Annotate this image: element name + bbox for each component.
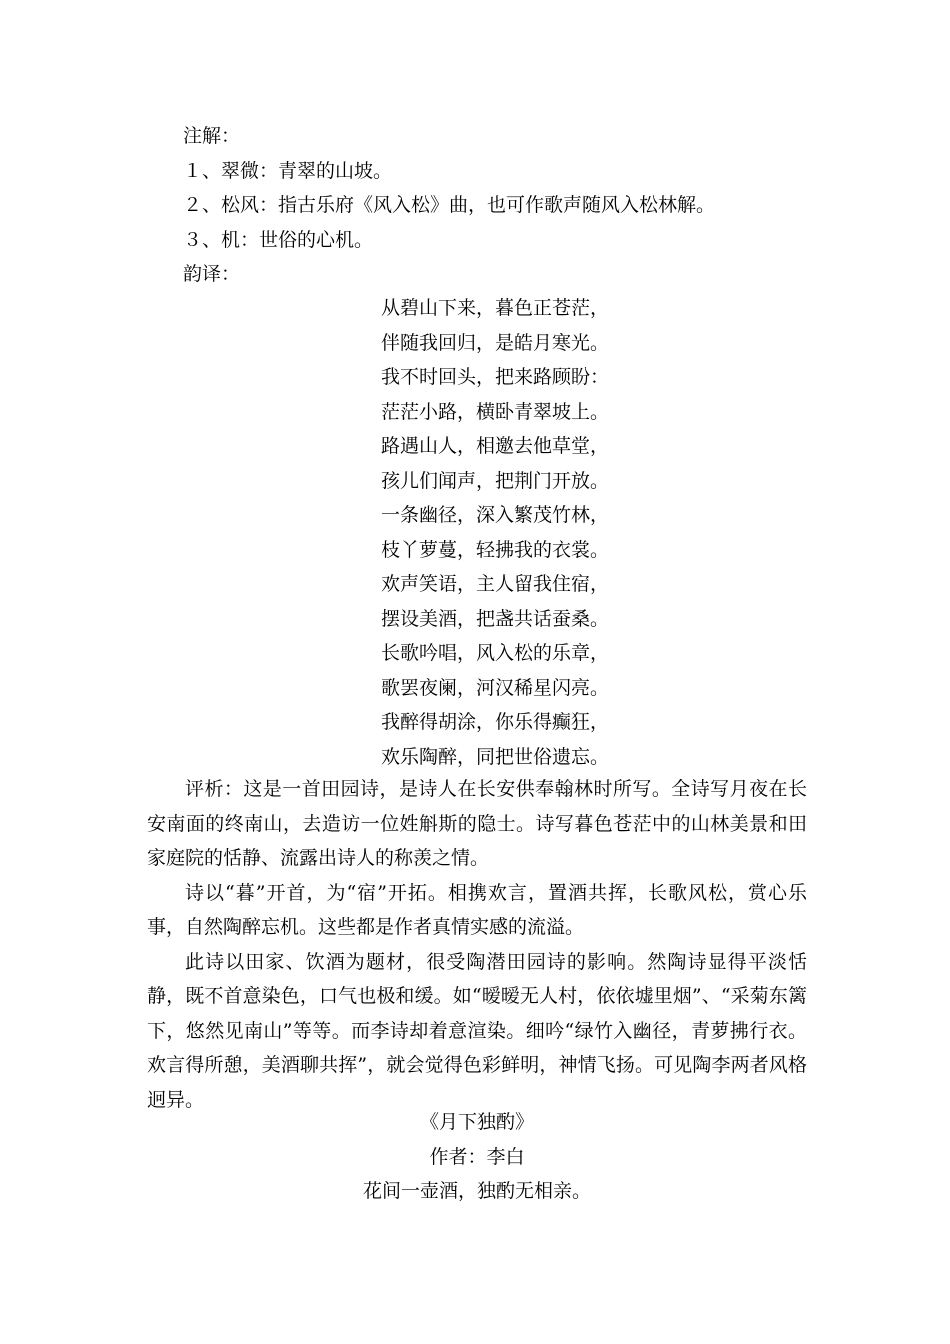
poem-line: 伴随我回归，是皓月寒光。 [381,331,610,354]
poem-line: 枝丫萝蔓，轻拂我的衣裳。 [381,538,610,561]
translation-poem [381,291,609,774]
poem-line: 欢声笑语，主人留我住宿， [381,573,610,595]
poem-line: 路遇山人，相邀去他草堂， [381,435,610,457]
poem-line: 长歌吟唱，风入松的乐章， [381,642,610,664]
analysis-paragraph-3: 此诗以田家、饮酒为题材，很受陶潜田园诗的影响。然陶诗显得平淡恬静，既不首意染色，口气也极和缓。如“暧暧无人村，依依墟里烟”、“采菊东篱下，悠然见南山”等等。而李诗却着意渲染。细吟“绿竹入幽径，青萝拂行衣。欢言得所憩，美酒聊共挥”，就会觉得色彩鲜明，神情飞扬。可见陶李两者风格迥异。 [147,950,807,1111]
note-item-1: １、翠微：青翠的山坡。 [183,159,393,182]
poem-line: 我醉得胡涂，你乐得癫狂， [381,711,610,733]
poem-line: 一条幽径，深入繁茂竹林， [381,504,610,526]
analysis-section [147,772,807,1117]
notes-heading: 注解： [183,125,241,147]
next-poem-author: 作者：李白 [429,1146,525,1168]
poem-line: 欢乐陶醉，同把世俗遗忘。 [381,745,610,768]
note-item-2: ２、松风：指古乐府《风入松》曲，也可作歌声随风入松林解。 [183,194,716,216]
next-poem-first-line: 花间一壶酒，独酌无相亲。 [362,1180,591,1202]
poem-line: 茫茫小路，横卧青翠坡上。 [381,400,610,423]
notes-section [147,119,807,292]
analysis-paragraph-1: 评析：这是一首田园诗，是诗人在长安供奉翰林时所写。全诗写月夜在长安南面的终南山，去造访一位姓斛斯的隐士。诗写暮色苍茫中的山林美景和田家庭院的恬静、流露出诗人的称羡之情。 [147,778,807,869]
poem-line: 我不时回头，把来路顾盼： [381,366,610,388]
poem-line: 孩儿们闻声，把荆门开放。 [381,469,610,492]
next-poem-title: 《月下独酌》 [419,1111,534,1133]
poem-line: 从碧山下来，暮色正苍茫， [381,297,610,319]
translation-heading: 韵译： [183,263,241,285]
analysis-paragraph-2: 诗以“暮”开首，为“宿”开拓。相携欢言，置酒共挥，长歌风松，赏心乐事，自然陶醉忘机。这些都是作者真情实感的流溢。 [147,881,807,938]
poem-line: 歌罢夜阑，河汉稀星闪亮。 [381,676,610,699]
poem-line: 摆设美酒，把盏共话蚕桑。 [381,607,610,630]
note-item-3: ３、机：世俗的心机。 [183,228,374,251]
